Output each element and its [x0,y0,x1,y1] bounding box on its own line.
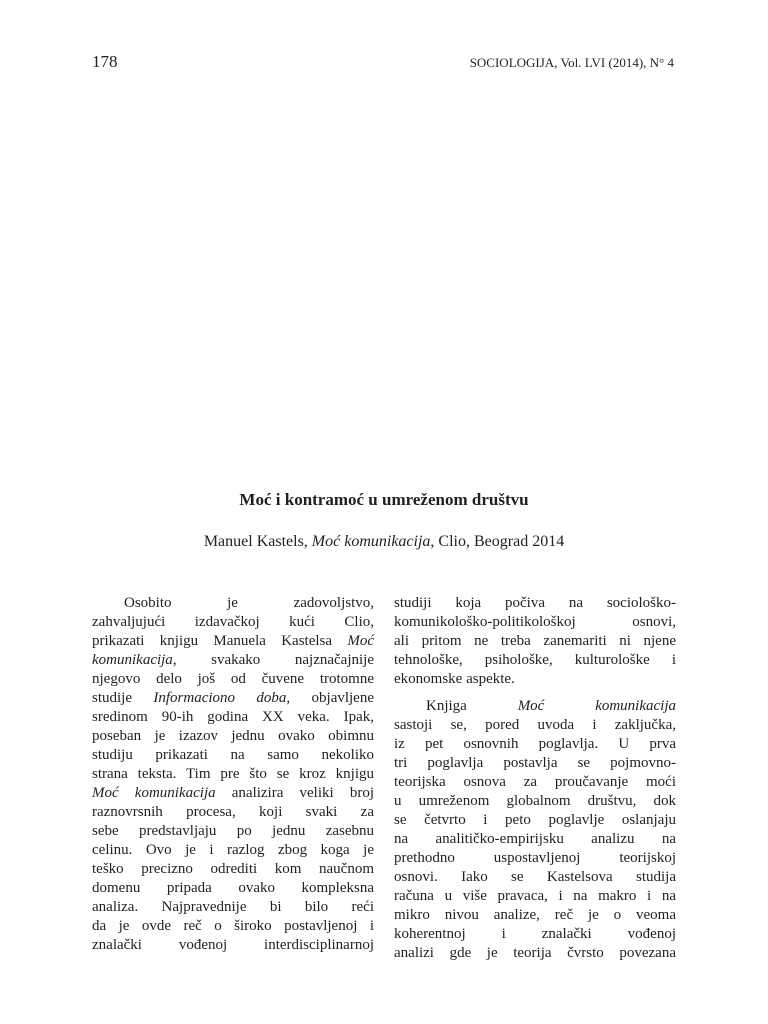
text-line: koherentnoj i znalački vođenoj [394,926,676,942]
italic-span: komunikacija [92,652,173,668]
left-column [92,594,374,955]
text-span: , svakako najznačajnije [172,652,374,668]
text-line: studiju prikazati na samo nekoliko [92,747,374,763]
text-line: sebe predstavljaju po jednu zasebnu [92,823,374,839]
text-line: njegovo delo još od čuvene trotomne [92,671,374,687]
text-line: ali pritom ne treba zanemariti ni njene [394,633,676,649]
text-line: analizi gde je teorija čvrsto povezana [394,945,676,961]
page-number: 178 [92,52,118,71]
article-title: Moć i kontramoć u umreženom društvu [239,490,529,509]
byline-publisher: , Clio, Beograd 2014 [430,533,565,550]
text-line: prethodno uspostavljenoj teorijskoj [394,850,676,866]
text-line: strana teksta. Tim pre što se kroz knjigu [92,766,374,782]
text-line: računa u više pravaca, i na makro i na [394,888,676,904]
text-line: mikro nivou analize, reč je o veoma [394,907,676,923]
text-line: se četvrto i peto poglavlje oslanjaju [394,812,676,828]
text-line: ekonomske aspekte. [394,671,515,687]
italic-span: Moć komunikacija [517,698,676,714]
book-byline [0,533,768,551]
journal-citation: SOCIOLOGIJA, Vol. LVI (2014), N° 4 [469,55,674,70]
text-line: sastoji se, pored uvoda i zaključka, [394,717,676,733]
text-line: na analitičko-empirijsku analizu na [394,831,676,847]
italic-span: Informaciono doba [153,690,287,706]
text-line [394,697,676,716]
text-line: da je ovde reč o široko postavljenoj i [92,918,374,934]
text-line: sredinom 90-ih godina XX veka. Ipak, [92,709,374,725]
text-span: , objavljene [286,690,374,706]
running-header [92,52,674,72]
byline-author: Manuel Kastels, [203,533,312,550]
byline-book-title: Moć komunikacija [311,533,431,550]
text-span: prikazati knjigu Manuela Kastelsa [92,633,348,649]
text-line: domenu pripada ovako kompleksna [92,880,374,896]
text-line: zahvaljujući izdavačkoj kući Clio, [92,614,374,630]
text-line: poseban je izazov jednu ovako obimnu [92,728,374,744]
text-line: tehnološke, psihološke, kulturološke i [394,652,676,668]
text-line: komunikološko-politikološkoj osnovi, [394,614,676,630]
text-line: raznovrsnih procesa, koji svaki za [92,804,374,820]
text-line: iz pet osnovnih poglavlja. U prva [394,736,676,752]
text-line: analiza. Najpravednije bi bilo reći [92,899,374,915]
text-span: studije [92,690,154,706]
text-line: u umreženom globalnom društvu, dok [394,793,676,809]
text-line: osnovi. Iako se Kastelsova studija [394,869,676,885]
text-line: Osobito je zadovoljstvo, [124,595,374,611]
italic-span: Moć komunikacija [92,785,216,801]
italic-span: Moć [347,633,374,649]
text-line [92,689,374,708]
text-line: tri poglavlja postavlja se pojmovno- [394,755,676,771]
text-span: Knjiga [426,698,518,714]
text-line: teško precizno odrediti kom naučnom [92,861,374,877]
text-line: celinu. Ovo je i razlog zbog koga je [92,842,374,858]
right-column [394,594,676,963]
text-line [92,651,374,670]
text-line: znalački vođenoj interdisciplinarnoj [92,937,374,953]
text-line [92,632,374,651]
text-line: studiji koja počiva na sociološko- [394,595,676,611]
text-span: analizira veliki broj [215,785,374,801]
text-line: teorijska osnova za proučavanje moći [394,774,676,790]
text-line [92,784,374,803]
